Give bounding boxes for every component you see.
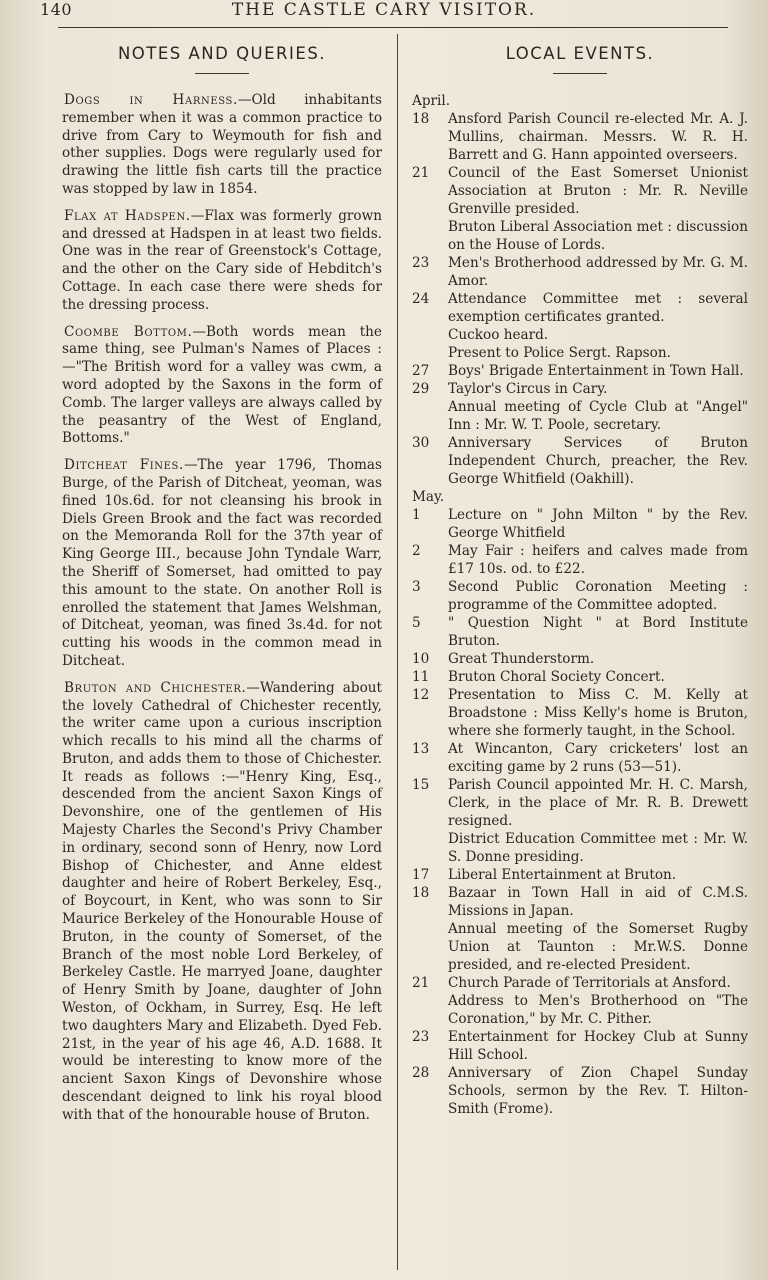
event-item [412, 578, 748, 614]
note-text: —Flax was formerly grown and dressed at Hadspen in at least two fields. One was in the rear of Greenstock's Cottage, and the other on the Cary side of Hebditch's Cottage. In each case there were sheds for the dressing process. [62, 207, 382, 313]
note-text: —The year 1796, Thomas Burge, of the Parish of Ditcheat, yeoman, was fined 10s.6d. for not cleansing his brook in Diels Green Brook and the fact was recorded on the Memoranda Roll for the 37th year of King George III., because John Tyndale Warr, the Sheriff of Somerset, had omitted to pay this amount to the state. On another Roll is enrolled the statement that James Welshman, of Ditcheat, yeoman, was fined 3s.4d. for not cutting his woods in the common mead in Ditcheat. [62, 457, 382, 669]
event-day: 18 [412, 885, 430, 901]
event-item [412, 344, 748, 362]
note-heading: Coombe Bottom. [64, 323, 193, 340]
note-heading: Flax at Hadspen. [64, 207, 191, 224]
event-text: Lecture on " John Milton " by the Rev. George Whitfield [448, 507, 748, 541]
event-item [412, 254, 748, 290]
event-day: 21 [412, 165, 430, 181]
notes-and-queries-column [62, 44, 382, 1134]
note-paragraph [62, 324, 382, 449]
event-day: 23 [412, 255, 430, 271]
event-day: 10 [412, 651, 430, 667]
event-item [412, 506, 748, 542]
page-number: 140 [40, 0, 73, 19]
event-text: Great Thunderstorm. [448, 651, 595, 667]
event-day: 11 [412, 669, 430, 685]
event-text: Anniversary of Zion Chapel Sunday Schools, sermon by the Rev. T. Hilton-Smith (Frome). [448, 1065, 748, 1117]
notes-list [62, 92, 382, 1125]
event-item [412, 380, 748, 398]
event-item [412, 686, 748, 740]
event-day: 5 [412, 615, 421, 631]
note-paragraph [62, 457, 382, 671]
event-text: Present to Police Sergt. Rapson. [448, 345, 671, 361]
event-day: 17 [412, 867, 430, 883]
event-text: Council of the East Somerset Unionist Association at Bruton : Mr. R. Neville Grenville presided. [448, 165, 748, 217]
event-text: Anniversary Services of Bruton Independent Church, preacher, the Rev. George Whitfield (Oakhill). [448, 435, 748, 487]
note-text: —Both words mean the same thing, see Pulman's Names of Places :—"The British word for a valley was cwm, a word adopted by the Saxons in the form of Comb. The larger valleys are always called by the peasantry of the West of England, Bottoms." [62, 323, 382, 447]
event-day: 30 [412, 435, 430, 451]
note-heading: Bruton and Chichester. [64, 679, 247, 696]
event-item [412, 218, 748, 254]
event-text: Entertainment for Hockey Club at Sunny Hill School. [448, 1029, 748, 1063]
event-text: Men's Brotherhood addressed by Mr. G. M. Amor. [448, 255, 748, 289]
event-item [412, 110, 748, 164]
note-paragraph [62, 680, 382, 1125]
may-events [412, 506, 748, 1118]
event-item [412, 668, 748, 686]
note-heading: Ditcheat Fines. [64, 457, 184, 474]
event-text: Second Public Coronation Meeting : programme of the Committee adopted. [448, 579, 748, 613]
event-day: 21 [412, 975, 430, 991]
event-text: Annual meeting of Cycle Club at "Angel" Inn : Mr. W. T. Poole, secretary. [448, 399, 748, 433]
column-divider [397, 34, 398, 1270]
event-item [412, 362, 748, 380]
local-events-column [412, 44, 748, 1118]
event-item [412, 920, 748, 974]
event-item [412, 740, 748, 776]
note-paragraph [62, 92, 382, 199]
page-header [0, 0, 768, 22]
event-day: 23 [412, 1029, 430, 1045]
event-text: District Education Committee met : Mr. W. S. Donne presiding. [448, 831, 748, 865]
event-text: Bruton Liberal Association met : discussion on the House of Lords. [448, 219, 748, 253]
event-item [412, 866, 748, 884]
event-text: At Wincanton, Cary cricketers' lost an exciting game by 2 runs (53—51). [448, 741, 748, 775]
events-list [412, 92, 748, 1118]
notes-title-rule [195, 73, 249, 74]
event-day: 13 [412, 741, 430, 757]
event-item [412, 974, 748, 992]
header-rule [58, 27, 728, 28]
event-day: 2 [412, 543, 421, 559]
event-item [412, 1064, 748, 1118]
notes-title: NOTES AND QUERIES. [117, 44, 327, 63]
event-text: Taylor's Circus in Cary. [448, 381, 608, 397]
event-day: 29 [412, 381, 430, 397]
event-item [412, 884, 748, 920]
event-text: Bruton Choral Society Concert. [448, 669, 665, 685]
event-item [412, 164, 748, 218]
event-item [412, 992, 748, 1028]
event-item [412, 434, 748, 488]
event-text: Attendance Committee met : several exemption certificates granted. [448, 291, 748, 325]
event-day: 18 [412, 111, 430, 127]
event-text: Presentation to Miss C. M. Kelly at Broadstone : Miss Kelly's home is Bruton, where she formerly taught, in the School. [448, 687, 748, 739]
event-text: Church Parade of Territorials at Ansford. [448, 975, 731, 991]
event-day: 28 [412, 1065, 430, 1081]
event-text: Address to Men's Brotherhood on "The Coronation," by Mr. C. Pither. [448, 993, 748, 1027]
events-title: LOCAL EVENTS. [505, 44, 655, 63]
event-day: 15 [412, 777, 430, 793]
event-text: Parish Council appointed Mr. H. C. Marsh, Clerk, in the place of Mr. R. B. Drewett resigned. [448, 777, 748, 829]
event-item [412, 398, 748, 434]
running-title: THE CASTLE CARY VISITOR. [231, 0, 537, 20]
note-heading: Dogs in Harness. [64, 92, 238, 108]
event-item [412, 1028, 748, 1064]
event-text: May Fair : heifers and calves made from £17 10s. od. to £22. [448, 543, 748, 577]
event-item [412, 614, 748, 650]
event-day: 1 [412, 507, 421, 523]
event-item [412, 542, 748, 578]
note-text: —Old inhabitants remember when it was a common practice to drive from Cary to Weymouth for fish and other supplies. Dogs were regularly used for drawing the little fish carts till the practice was stopped by law in 1854. [62, 92, 382, 197]
event-item [412, 776, 748, 830]
events-title-rule [553, 73, 607, 74]
april-events [412, 110, 748, 488]
event-text: Bazaar in Town Hall in aid of C.M.S. Missions in Japan. [448, 885, 748, 919]
note-paragraph [62, 208, 382, 315]
event-item [412, 326, 748, 344]
event-day: 3 [412, 579, 421, 595]
event-item [412, 830, 748, 866]
event-item [412, 290, 748, 326]
event-item [412, 650, 748, 668]
month-may: May. [412, 489, 445, 505]
note-text: —Wandering about the lovely Cathedral of Chichester recently, the writer came upon a curious inscription which recalls to his mind all the charms of Bruton, and adds them to those of Chichester. It reads as follows :—"Henry King, Esq., descended from the ancient Saxon Kings of Devonshire, one of the gentlemen of His Majesty Charles the Second's Privy Chamber in ordinary, second sonn of Henry, now Lord Bishop of Chichester, and Anne eldest daughter and heire of Robert Berkeley, Esq., of Boycourt, in Kent, who was sonn to Sir Maurice Berkeley of the Honourable House of Bruton, in the county of Somerset, of the Branch of the most noble Lord Berkeley, of Berkeley Castle. He marryed Joane, daughter of Henry Smith by Joane, daughter of John Weston, of Ockham, in Surrey, Esq. He left two daughters Mary and Elizabeth. Dyed Feb. 21st, in the year of his age 46, A.D. 1688. It would be interesting to know more of the ancient Saxon Kings of Devonshire whose descendant deigned to link his royal blood with that of the honourable house of Bruton. [62, 679, 382, 1123]
event-text: Annual meeting of the Somerset Rugby Union at Taunton : Mr.W.S. Donne presided, and re-elected President. [448, 921, 748, 973]
event-text: Liberal Entertainment at Bruton. [448, 867, 677, 883]
event-text: Cuckoo heard. [448, 327, 549, 343]
event-day: 27 [412, 363, 430, 379]
event-text: " Question Night " at Bord Institute Bruton. [448, 615, 748, 649]
event-text: Boys' Brigade Entertainment in Town Hall. [448, 363, 744, 379]
event-text: Ansford Parish Council re-elected Mr. A. J. Mullins, chairman. Messrs. W. R. H. Barrett and G. Hann appointed overseers. [448, 111, 748, 163]
month-april: April. [412, 93, 451, 109]
event-day: 12 [412, 687, 430, 703]
event-day: 24 [412, 291, 430, 307]
